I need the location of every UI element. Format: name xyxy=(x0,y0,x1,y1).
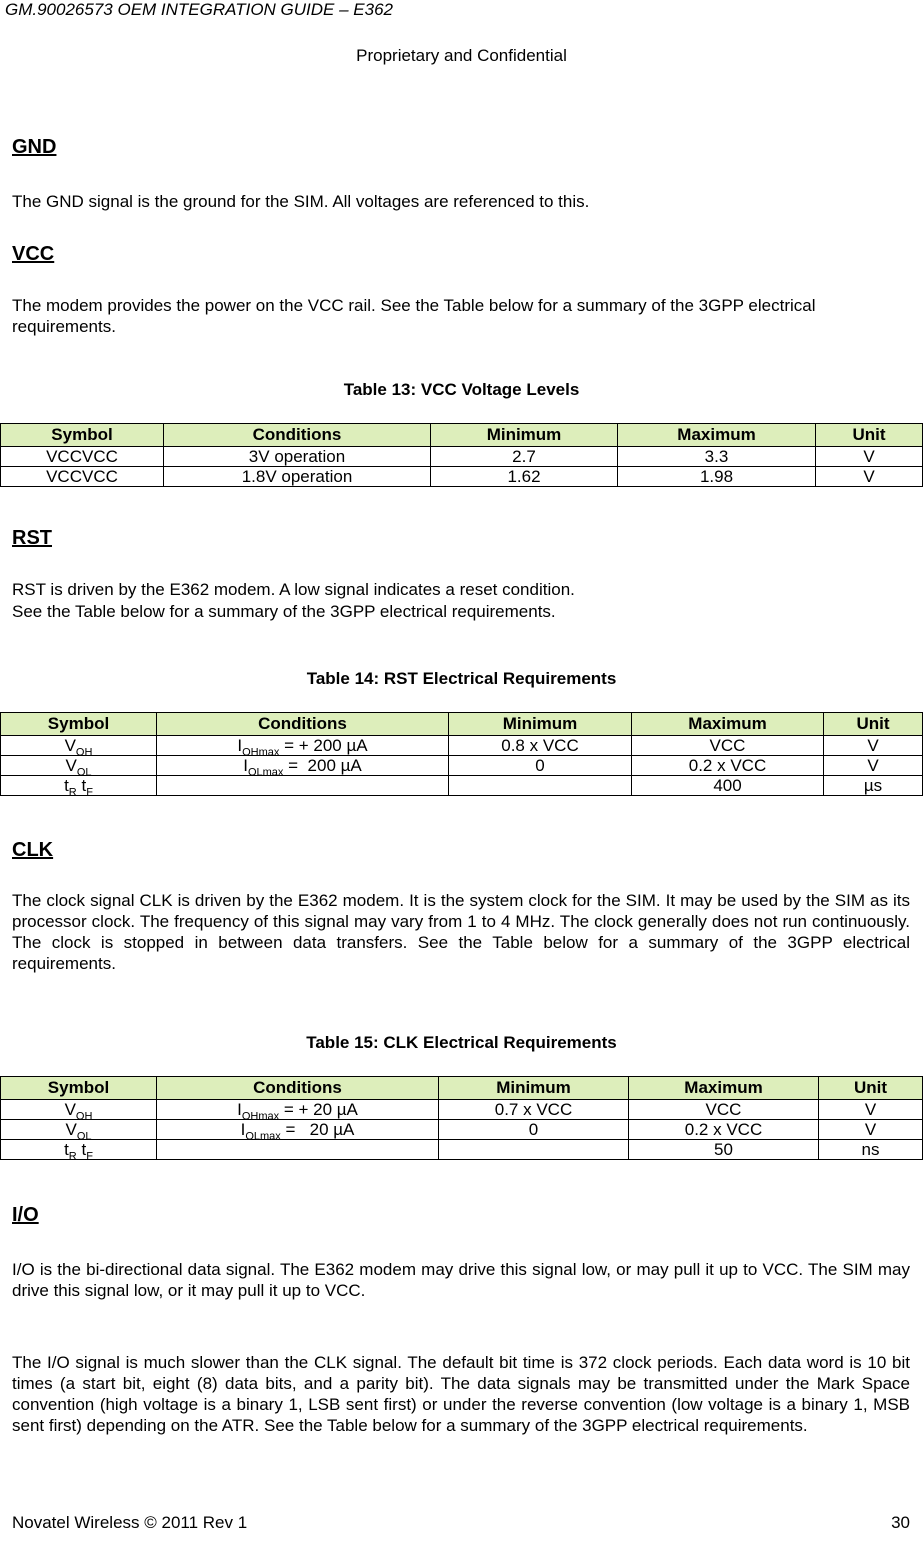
col-header-unit: Unit xyxy=(816,424,923,447)
rst-text-line1: RST is driven by the E362 modem. A low signal indicates a reset condition. xyxy=(12,580,575,599)
table-row xyxy=(1,447,923,467)
table-row xyxy=(1,467,923,487)
cell-maximum: 1.98 xyxy=(618,467,816,487)
cell-symbol: $V_{OH}$ xyxy=(1,1100,157,1120)
cell-conditions: $I_{OHmax}$ = + 200 µA xyxy=(157,736,449,756)
clk-heading: CLK xyxy=(12,839,54,861)
cell-conditions xyxy=(157,1140,439,1160)
io-text-2: The I/O signal is much slower than the CLK signal. The default bit time is 372 clock periods. Each data word is 10 bit times (a start bit, eight (8) data bits, and a parity bit). The data signals may be transmitted under the Mark Space convention (high voltage is a binary 1, LSB sent first) or under the reverse convention (low voltage is a binary 1, MSB sent first) depending on the ATR. See the Table below for a summary of the 3GPP electrical requirements. xyxy=(12,1353,910,1435)
col-header-minimum: Minimum xyxy=(431,424,618,447)
table-row xyxy=(1,1100,923,1120)
table-row xyxy=(1,736,923,756)
cell-conditions: $I_{OLmax} = 200$ µA xyxy=(157,756,449,776)
col-header-conditions: Conditions xyxy=(164,424,431,447)
confidential-notice: Proprietary and Confidential xyxy=(356,46,567,65)
cell-conditions: $I_{OLmax} = 20$ µA xyxy=(157,1120,439,1140)
cell-unit: V xyxy=(824,736,923,756)
cell-minimum: 1.62 xyxy=(431,467,618,487)
cell-unit: V xyxy=(816,467,923,487)
rst-text-line2: See the Table below for a summary of the 3GPP electrical requirements. xyxy=(12,602,556,621)
cell-maximum: 400 xyxy=(632,776,824,796)
page-number: 30 xyxy=(891,1513,910,1532)
col-header-unit: Unit xyxy=(824,713,923,736)
cell-unit: ns xyxy=(819,1140,923,1160)
cell-symbol: $V_{OH}$ xyxy=(1,736,157,756)
rst-heading: RST xyxy=(12,527,52,549)
cell-maximum: 0.2 x VCC xyxy=(629,1120,819,1140)
table13-vcc-voltage-levels xyxy=(0,423,923,487)
table-row xyxy=(1,756,923,776)
cell-minimum: 0.8 x VCC xyxy=(449,736,632,756)
cell-conditions xyxy=(157,776,449,796)
io-text-1: I/O is the bi-directional data signal. The E362 modem may drive this signal low, or may pull it up to VCC. The SIM may drive this signal low, or it may pull it up to VCC. xyxy=(12,1260,910,1300)
cell-maximum: 0.2 x VCC xyxy=(632,756,824,776)
table-header-row xyxy=(1,424,923,447)
col-header-symbol: Symbol xyxy=(1,713,157,736)
cell-symbol: $V_{OL}$ xyxy=(1,1120,157,1140)
cell-maximum: 3.3 xyxy=(618,447,816,467)
col-header-minimum: Minimum xyxy=(449,713,632,736)
table-header-row xyxy=(1,713,923,736)
document-title: GM.90026573 OEM INTEGRATION GUIDE – E362 xyxy=(5,0,393,19)
cell-unit: V xyxy=(819,1120,923,1140)
table-row xyxy=(1,1140,923,1160)
cell-symbol: $t_R$ $t_F$ xyxy=(1,776,157,796)
table-row xyxy=(1,1120,923,1140)
table-header-row xyxy=(1,1077,923,1100)
cell-maximum: VCC xyxy=(632,736,824,756)
cell-minimum: 0.7 x VCC xyxy=(439,1100,629,1120)
table15-clk-electrical-requirements xyxy=(0,1076,923,1163)
col-header-maximum: Maximum xyxy=(618,424,816,447)
table14-caption: Table 14: RST Electrical Requirements xyxy=(306,669,617,688)
gnd-heading: GND xyxy=(12,136,57,158)
cell-symbol: VCCVCC xyxy=(1,447,164,467)
gnd-text: The GND signal is the ground for the SIM. All voltages are referenced to this. xyxy=(12,192,590,211)
cell-maximum: VCC xyxy=(629,1100,819,1120)
table13-caption: Table 13: VCC Voltage Levels xyxy=(343,380,580,399)
cell-symbol: $V_{OL}$ xyxy=(1,756,157,776)
col-header-minimum: Minimum xyxy=(439,1077,629,1100)
table14-rst-electrical-requirements xyxy=(0,712,923,799)
cell-maximum: 50 xyxy=(629,1140,819,1160)
io-heading: I/O xyxy=(12,1204,39,1226)
clk-text: The clock signal CLK is driven by the E362 modem. It is the system clock for the SIM. It may be used by the SIM as its processor clock. The frequency of this signal may vary from 1 to 4 MHz. The clock generally does not run continuously. The clock is stopped in between data transfers. See the Table below for a summary of the 3GPP electrical requirements. xyxy=(12,891,910,973)
cell-symbol: VCCVCC xyxy=(1,467,164,487)
cell-conditions: 3V operation xyxy=(164,447,431,467)
table-row xyxy=(1,776,923,796)
col-header-unit: Unit xyxy=(819,1077,923,1100)
cell-unit: V xyxy=(824,756,923,776)
cell-unit: V xyxy=(816,447,923,467)
cell-minimum xyxy=(449,776,632,796)
cell-unit: µs xyxy=(824,776,923,796)
cell-conditions: 1.8V operation xyxy=(164,467,431,487)
cell-minimum: 0 xyxy=(439,1120,629,1140)
vcc-heading: VCC xyxy=(12,243,55,265)
vcc-text: The modem provides the power on the VCC rail. See the Table below for a summary of the 3GPP electrical requirements. xyxy=(12,296,816,336)
cell-conditions: $I_{OHmax}$ = + 20 µA xyxy=(157,1100,439,1120)
col-header-symbol: Symbol xyxy=(1,1077,157,1100)
col-header-conditions: Conditions xyxy=(157,1077,439,1100)
cell-unit: V xyxy=(819,1100,923,1120)
cell-minimum xyxy=(439,1140,629,1160)
cell-minimum: 0 xyxy=(449,756,632,776)
col-header-symbol: Symbol xyxy=(1,424,164,447)
cell-minimum: 2.7 xyxy=(431,447,618,467)
col-header-maximum: Maximum xyxy=(629,1077,819,1100)
footer-copyright: Novatel Wireless © 2011 Rev 1 xyxy=(12,1513,248,1532)
cell-symbol: $t_R$ $t_F$ xyxy=(1,1140,157,1160)
table15-caption: Table 15: CLK Electrical Requirements xyxy=(306,1033,617,1052)
col-header-conditions: Conditions xyxy=(157,713,449,736)
col-header-maximum: Maximum xyxy=(632,713,824,736)
